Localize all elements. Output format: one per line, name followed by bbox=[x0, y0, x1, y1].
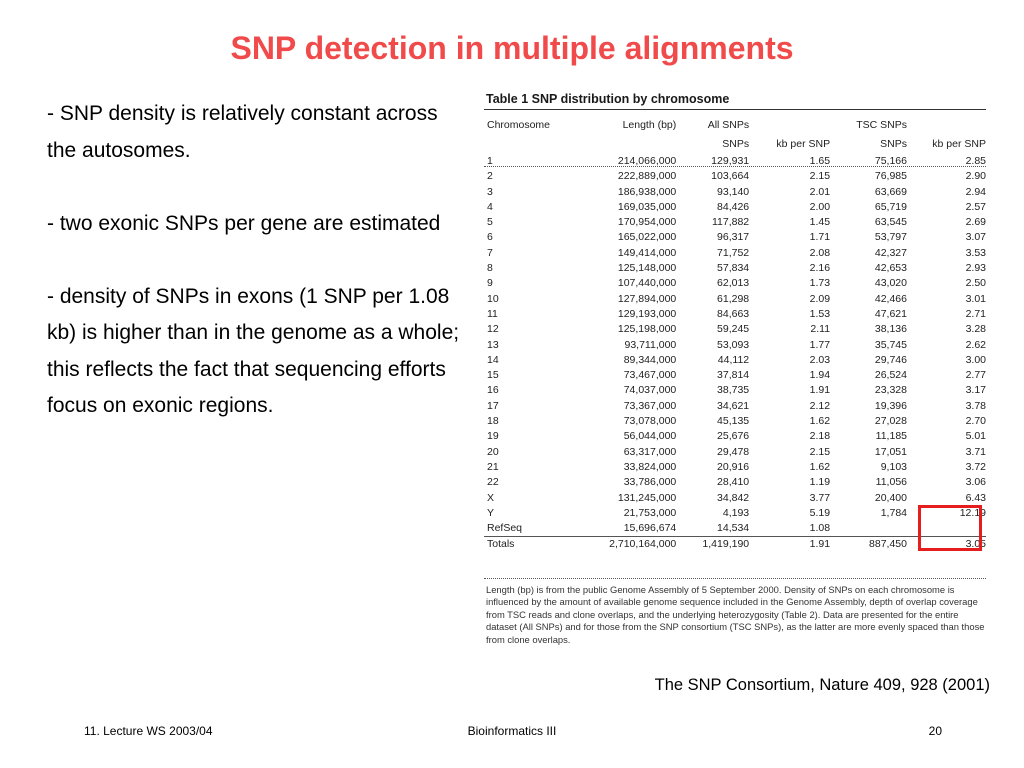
table-row bbox=[484, 154, 986, 169]
table-cell: 20,916 bbox=[717, 460, 750, 473]
table-cell: 42,327 bbox=[874, 246, 907, 259]
table-cell: 34,842 bbox=[717, 491, 750, 504]
table-cell: 42,653 bbox=[874, 262, 907, 275]
table-row bbox=[484, 292, 986, 307]
table-row bbox=[484, 185, 986, 200]
highlight-box bbox=[918, 505, 982, 551]
table-cell: 84,663 bbox=[717, 307, 750, 320]
table-cell: 28,410 bbox=[717, 476, 750, 489]
table-row bbox=[484, 399, 986, 414]
table-cell: 2.50 bbox=[965, 277, 986, 290]
table-row bbox=[484, 169, 986, 184]
table-row bbox=[484, 215, 986, 230]
table-cell: 3.28 bbox=[965, 323, 986, 336]
table-cell: 13 bbox=[487, 338, 499, 351]
col-header bbox=[907, 116, 986, 135]
table-cell: 103,664 bbox=[711, 170, 750, 183]
table-cell: 33,824,000 bbox=[623, 460, 677, 473]
table-cell: 29,746 bbox=[874, 353, 907, 366]
table-cell: 96,317 bbox=[717, 231, 750, 244]
table-cell: 73,367,000 bbox=[623, 399, 677, 412]
table-cell: 107,440,000 bbox=[617, 277, 677, 290]
table-cell: 1.91 bbox=[749, 537, 830, 553]
table-cell: 34,621 bbox=[717, 399, 750, 412]
table-cell: 2.85 bbox=[965, 155, 986, 167]
table-footnote: Length (bp) is from the public Genome Assembly of 5 September 2000. Density of SNPs on each chromosome is influenced by the amount of available genome sequence included in the Genome Assembly, depth of overlap coverage from TSC reads and clone overlaps, and the underlying heterozygosity (Table 2). Data are presented for the entire dataset (All SNPs) and for those from the SNP consortium (TSC SNPs), as the latter are more evenly spaced than those from clone overlaps. bbox=[486, 584, 985, 645]
table-cell: 17,051 bbox=[874, 445, 907, 458]
table-cell: 73,078,000 bbox=[623, 415, 677, 428]
table-cell: 3 bbox=[487, 185, 493, 198]
table-cell: 11,056 bbox=[875, 476, 907, 489]
table-cell: 2.70 bbox=[965, 415, 986, 428]
table-cell: 2.00 bbox=[809, 200, 831, 213]
col-subheader: SNPs bbox=[880, 138, 907, 150]
table-cell: 2.94 bbox=[965, 185, 986, 198]
snp-table bbox=[484, 116, 986, 553]
table-cell: 3.53 bbox=[965, 246, 986, 259]
table-cell: 3.01 bbox=[965, 292, 986, 305]
table-cell: 2 bbox=[487, 170, 493, 183]
table-cell: 5.01 bbox=[965, 430, 986, 443]
table-cell: 1.62 bbox=[809, 415, 831, 428]
table-cell: 2.93 bbox=[965, 262, 986, 275]
snp-table-figure bbox=[484, 90, 986, 650]
table-cell: 4,193 bbox=[722, 506, 750, 519]
table-row bbox=[484, 261, 986, 276]
table-cell: 127,894,000 bbox=[617, 292, 677, 305]
table-row bbox=[484, 246, 986, 261]
table-cell: 10 bbox=[487, 292, 499, 305]
bullet-list bbox=[47, 96, 467, 425]
table-cell: 2.01 bbox=[809, 185, 831, 198]
table-cell: 19,396 bbox=[874, 399, 907, 412]
table-cell: 22 bbox=[487, 476, 499, 489]
table-cell: 887,450 bbox=[830, 537, 907, 553]
col-header: Length (bp) bbox=[622, 119, 677, 131]
table-cell: 42,466 bbox=[874, 292, 907, 305]
table-cell: 43,020 bbox=[874, 277, 907, 290]
table-cell: 1.53 bbox=[809, 307, 831, 320]
table-cell: 53,093 bbox=[717, 338, 750, 351]
table-row bbox=[484, 276, 986, 291]
table-cell: 44,112 bbox=[717, 353, 750, 366]
table-cell: 8 bbox=[487, 262, 493, 275]
col-header: All SNPs bbox=[707, 119, 750, 131]
table-cell: 2.77 bbox=[965, 369, 986, 382]
table-cell: 19 bbox=[487, 430, 499, 443]
table-cell: 9,103 bbox=[880, 460, 907, 473]
table-cell: 63,317,000 bbox=[623, 445, 677, 458]
table-cell: 26,524 bbox=[874, 369, 907, 382]
table-cell: 117,882 bbox=[711, 216, 750, 229]
table-cell: 6 bbox=[487, 231, 493, 244]
table-cell: 1.94 bbox=[809, 369, 831, 382]
bullet-item: - density of SNPs in exons (1 SNP per 1.08 kb) is higher than in the genome as a whole; this reflects the fact that sequencing efforts focus on exonic regions. bbox=[47, 284, 460, 417]
table-cell: 1.08 bbox=[809, 522, 831, 535]
table-cell: 149,414,000 bbox=[617, 246, 677, 259]
table-cell: 5 bbox=[487, 216, 493, 229]
table-cell: 129,931 bbox=[711, 155, 750, 167]
table-cell: 3.06 bbox=[965, 476, 986, 489]
col-subheader: kb per SNP bbox=[932, 138, 986, 150]
table-cell: 1.62 bbox=[809, 460, 831, 473]
table-cell: 3.05 bbox=[907, 537, 986, 553]
table-cell: 15 bbox=[487, 369, 499, 382]
table-cell: 125,198,000 bbox=[617, 323, 677, 336]
table-cell: 214,066,000 bbox=[617, 155, 677, 167]
table-header-row bbox=[484, 135, 986, 154]
table-cell: 3.00 bbox=[965, 353, 986, 366]
table-cell: Totals bbox=[484, 537, 563, 553]
table-cell: 2.90 bbox=[965, 170, 986, 183]
table-cell: 1.71 bbox=[809, 231, 831, 244]
table-cell: 129,193,000 bbox=[617, 307, 677, 320]
table-cell: Y bbox=[487, 506, 495, 519]
table-cell: 1.45 bbox=[809, 216, 831, 229]
table-cell: 1.77 bbox=[809, 338, 831, 351]
table-cell: 2.57 bbox=[965, 200, 986, 213]
table-cell: 3.71 bbox=[965, 445, 986, 458]
table-row bbox=[484, 200, 986, 215]
col-header: Chromosome bbox=[487, 119, 551, 131]
citation: The SNP Consortium, Nature 409, 928 (2001) bbox=[654, 676, 990, 694]
table-cell: 1.91 bbox=[809, 384, 831, 397]
table-cell: 1.73 bbox=[809, 277, 831, 290]
table-cell: 3.77 bbox=[809, 491, 831, 504]
table-cell: 12 bbox=[487, 323, 499, 336]
table-cell: 1.19 bbox=[809, 476, 831, 489]
table-cell: 131,245,000 bbox=[617, 491, 677, 504]
table-cell: 27,028 bbox=[874, 415, 907, 428]
table-cell: 2.03 bbox=[809, 353, 831, 366]
table-cell: 35,745 bbox=[874, 338, 907, 351]
table-cell: 59,245 bbox=[717, 323, 750, 336]
table-top-rule bbox=[484, 109, 986, 110]
table-cell: 63,545 bbox=[874, 216, 907, 229]
table-cell: 1 bbox=[487, 155, 493, 167]
table-cell: 14 bbox=[487, 353, 499, 366]
table-cell: 2.16 bbox=[809, 262, 831, 275]
table-row bbox=[484, 506, 986, 521]
table-cell: 73,467,000 bbox=[623, 369, 677, 382]
table-footnote-divider bbox=[484, 578, 986, 579]
table-cell: 2.71 bbox=[965, 307, 986, 320]
table-cell: 56,044,000 bbox=[623, 430, 677, 443]
table-cell: 3.72 bbox=[965, 460, 986, 473]
table-cell: 20 bbox=[487, 445, 499, 458]
table-cell: 61,298 bbox=[717, 292, 750, 305]
table-cell: 38,136 bbox=[874, 323, 907, 336]
table-cell: 2.08 bbox=[809, 246, 831, 259]
table-cell: 2,710,164,000 bbox=[563, 537, 676, 553]
table-cell: 6.43 bbox=[965, 491, 986, 504]
table-cell: 62,013 bbox=[717, 277, 750, 290]
table-cell: 11 bbox=[487, 307, 498, 320]
table-cell: 71,752 bbox=[717, 246, 750, 259]
table-cell: 21 bbox=[487, 460, 499, 473]
slide-title: SNP detection in multiple alignments bbox=[230, 30, 794, 66]
table-cell: 2.09 bbox=[809, 292, 831, 305]
table-cell: 3.07 bbox=[965, 231, 986, 244]
table-cell: 16 bbox=[487, 384, 499, 397]
table-row bbox=[484, 460, 986, 475]
table-cell: 169,035,000 bbox=[617, 200, 677, 213]
table-cell: 23,328 bbox=[874, 384, 907, 397]
col-header bbox=[749, 116, 830, 135]
table-cell: 38,735 bbox=[717, 384, 750, 397]
table-cell: 9 bbox=[487, 277, 493, 290]
bullet-item: - SNP density is relatively constant across the autosomes. bbox=[47, 102, 438, 162]
table-row bbox=[484, 475, 986, 490]
col-subheader: SNPs bbox=[722, 138, 750, 150]
footer-page-number: 20 bbox=[928, 724, 942, 738]
table-cell: 3.78 bbox=[965, 399, 986, 412]
table-cell: 33,786,000 bbox=[623, 476, 677, 489]
table-cell: 20,400 bbox=[874, 491, 907, 504]
table-cell: 63,669 bbox=[874, 185, 907, 198]
table-row bbox=[484, 307, 986, 322]
table-cell: X bbox=[487, 491, 495, 504]
table-row bbox=[484, 353, 986, 368]
table-cell: 14,534 bbox=[717, 522, 750, 535]
table-cell: 1.65 bbox=[809, 155, 831, 167]
table-row bbox=[484, 521, 986, 537]
table-cell: 11,185 bbox=[875, 430, 907, 443]
table-cell: 18 bbox=[487, 415, 499, 428]
col-subheader: kb per SNP bbox=[776, 138, 831, 150]
table-cell: 89,344,000 bbox=[623, 353, 677, 366]
table-cell bbox=[830, 521, 907, 537]
table-cell: 222,889,000 bbox=[617, 170, 677, 183]
table-row bbox=[484, 445, 986, 460]
table-cell: 47,621 bbox=[874, 307, 907, 320]
table-cell: 4 bbox=[487, 200, 493, 213]
table-row bbox=[484, 338, 986, 353]
table-row bbox=[484, 414, 986, 429]
table-cell: RefSeq bbox=[487, 522, 523, 535]
table-cell: 21,753,000 bbox=[623, 506, 677, 519]
table-row bbox=[484, 322, 986, 337]
table-cell: 2.12 bbox=[809, 399, 831, 412]
table-cell: 53,797 bbox=[874, 231, 907, 244]
table-cell: 2.18 bbox=[809, 430, 831, 443]
table-cell: 93,711,000 bbox=[624, 338, 677, 351]
table-title: Table 1 SNP distribution by chromosome bbox=[486, 92, 730, 106]
table-row bbox=[484, 491, 986, 506]
footer-lecture: 11. Lecture WS 2003/04 bbox=[84, 724, 213, 738]
table-cell: 3.17 bbox=[965, 384, 986, 397]
table-row bbox=[484, 383, 986, 398]
table-cell: 57,834 bbox=[717, 262, 750, 275]
table-cell: 2.69 bbox=[965, 216, 986, 229]
table-cell: 74,037,000 bbox=[623, 384, 677, 397]
table-row bbox=[484, 429, 986, 444]
table-row bbox=[484, 368, 986, 383]
table-row bbox=[484, 230, 986, 245]
table-cell: 125,148,000 bbox=[617, 262, 677, 275]
table-cell: 186,938,000 bbox=[617, 185, 677, 198]
table-cell: 2.11 bbox=[810, 323, 831, 336]
table-cell: 37,814 bbox=[717, 369, 750, 382]
table-cell: 65,719 bbox=[874, 200, 907, 213]
table-cell: 2.15 bbox=[809, 445, 831, 458]
table-cell: 17 bbox=[487, 399, 499, 412]
table-cell: 75,166 bbox=[874, 155, 907, 167]
table-cell: 29,478 bbox=[717, 445, 750, 458]
col-header: TSC SNPs bbox=[856, 119, 907, 131]
table-cell: 15,696,674 bbox=[623, 522, 677, 535]
table-cell: 93,140 bbox=[717, 185, 750, 198]
table-cell: 170,954,000 bbox=[617, 216, 677, 229]
table-cell: 2.15 bbox=[809, 170, 831, 183]
table-body bbox=[484, 154, 986, 553]
table-totals-row bbox=[484, 537, 986, 553]
table-cell: 12.19 bbox=[959, 506, 986, 519]
col-subheader bbox=[484, 135, 563, 154]
table-cell: 1,419,190 bbox=[676, 537, 749, 553]
table-cell: 7 bbox=[487, 246, 493, 259]
footer-course: Bioinformatics III bbox=[467, 724, 557, 738]
table-cell: 76,985 bbox=[874, 170, 907, 183]
bullet-item: - two exonic SNPs per gene are estimated bbox=[47, 211, 441, 235]
col-subheader bbox=[563, 135, 676, 154]
table-cell: 5.19 bbox=[809, 506, 831, 519]
table-cell: 1,784 bbox=[880, 506, 907, 519]
table-cell: 84,426 bbox=[717, 200, 750, 213]
table-cell: 25,676 bbox=[717, 430, 750, 443]
table-cell: 45,135 bbox=[717, 415, 750, 428]
table-cell: 2.62 bbox=[965, 338, 986, 351]
table-cell: 165,022,000 bbox=[617, 231, 677, 244]
table-header-row bbox=[484, 116, 986, 135]
